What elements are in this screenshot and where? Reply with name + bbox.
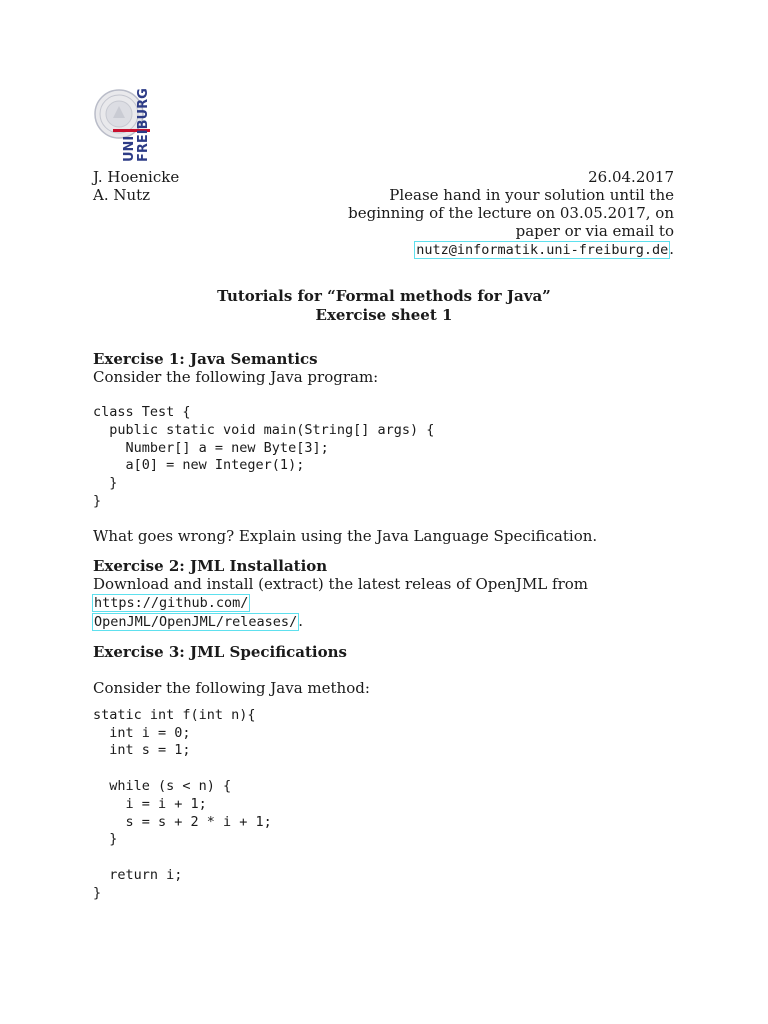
- author-name: A. Nutz: [93, 186, 151, 204]
- openjml-url-link[interactable]: https://github.com/: [94, 594, 249, 611]
- exercise-2-heading: Exercise 2: JML Installation: [93, 556, 328, 575]
- submission-line: beginning of the lecture on 03.05.2017, on: [348, 204, 674, 222]
- url-suffix: .: [298, 611, 303, 630]
- exercises: [93, 350, 678, 903]
- exercise-2-text: [93, 575, 678, 631]
- author-name: J. Hoenicke: [93, 168, 180, 186]
- submission-line: Please hand in your solution until the: [389, 186, 674, 204]
- authors-block: [93, 168, 179, 204]
- submission-block: [348, 168, 674, 259]
- exercise-1-intro: Consider the following Java program:: [93, 368, 379, 386]
- exercise-1-question: What goes wrong? Explain using the Java Language Specification.: [93, 526, 598, 545]
- submission-line: paper or via email to: [515, 222, 674, 240]
- email-suffix: .: [669, 240, 674, 258]
- exercise-3-intro: Consider the following Java method:: [93, 678, 370, 697]
- logo-wordmark: UNI FREIBURG: [122, 87, 151, 162]
- exercise-1-heading: Exercise 1: Java Semantics: [93, 350, 318, 368]
- sheet-title-line: Tutorials for “Formal methods for Java”: [217, 287, 551, 305]
- openjml-url-link-continued[interactable]: OpenJML/OpenJML/releases/: [94, 613, 298, 630]
- university-logo: [93, 87, 155, 162]
- submission-email-line: [348, 240, 674, 259]
- exercise-2-description: Download and install (extract) the latest releas of OpenJML from: [93, 574, 589, 593]
- sheet-title: [0, 287, 768, 325]
- exercise-3-code: static int f(int n){ int i = 0; int s = 1; while (s < n) { i = i + 1; s = s + 2 * i + 1; } return i; }: [93, 706, 272, 901]
- sheet-date: 26.04.2017: [588, 168, 674, 186]
- submission-email-link[interactable]: nutz@informatik.uni-freiburg.de: [416, 242, 669, 258]
- sheet-subtitle-line: Exercise sheet 1: [315, 306, 453, 324]
- exercise-1-code: class Test { public static void main(String[] args) { Number[] a = new Byte[3]; a[0] = new Integer(1); } }: [93, 404, 435, 509]
- exercise-3-heading: Exercise 3: JML Specifications: [93, 642, 347, 661]
